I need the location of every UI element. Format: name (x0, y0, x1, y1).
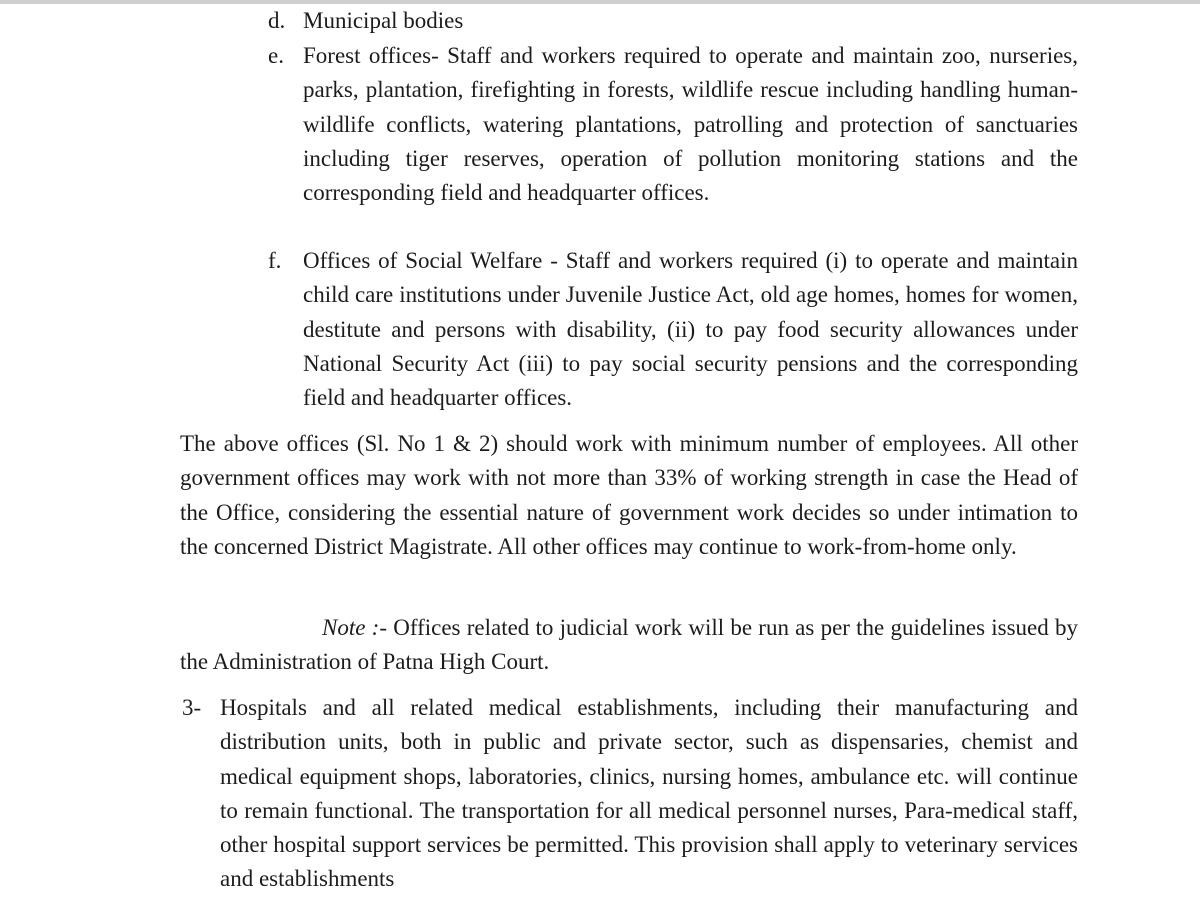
list-marker: f. (268, 248, 282, 273)
note-label: Note :- (322, 615, 387, 640)
list-item-e (268, 39, 1078, 210)
point-3 (182, 691, 1078, 897)
offices-paragraph: The above offices (Sl. No 1 & 2) should work with minimum number of employees. All other government offices may work with not more than 33% of working strength in case the Head of the Office, considering the essential nature of government work decides so under intimation to the concerned District Magistrate. All other offices may continue to work-from-home only. (180, 431, 1078, 559)
point-text: Hospitals and all related medical establishments, including their manufacturing and distribution units, both in public and private sector, such as dispensaries, chemist and medical equipment shops, laboratories, clinics, nursing homes, ambulance etc. will continue to remain functional. The transportation for all medical personnel nurses, Para-medical staff, other hospital support services be permitted. This provision shall apply to veterinary services and establishments (220, 695, 1078, 892)
list-item-text: Offices of Social Welfare - Staff and workers required (i) to operate and maintain child care institutions under Juvenile Justice Act, old age homes, homes for women, destitute and persons with disability, (ii) to pay food security allowances under National Security Act (iii) to pay social security pensions and the corresponding field and headquarter offices. (303, 248, 1078, 411)
list-marker: e. (268, 43, 284, 68)
point-marker: 3- (182, 695, 202, 720)
list-item-f (268, 244, 1078, 415)
note-paragraph (180, 611, 1078, 680)
list-item-text: Municipal bodies (303, 8, 464, 33)
list-item-d (268, 4, 1078, 38)
list-item-text: Forest offices- Staff and workers required to operate and maintain zoo, nurseries, parks, plantation, firefighting in forests, wildlife rescue including handling human- wildlife conflicts, watering plantations, patrolling and protection of sanctuaries including tiger reserves, operation of pollution monitoring stations and the corresponding field and headquarter offices. (303, 43, 1078, 206)
list-marker: d. (268, 8, 286, 33)
note-text: Offices related to judicial work will be run as per the guidelines issued by the Administration of Patna High Court. (180, 615, 1078, 675)
